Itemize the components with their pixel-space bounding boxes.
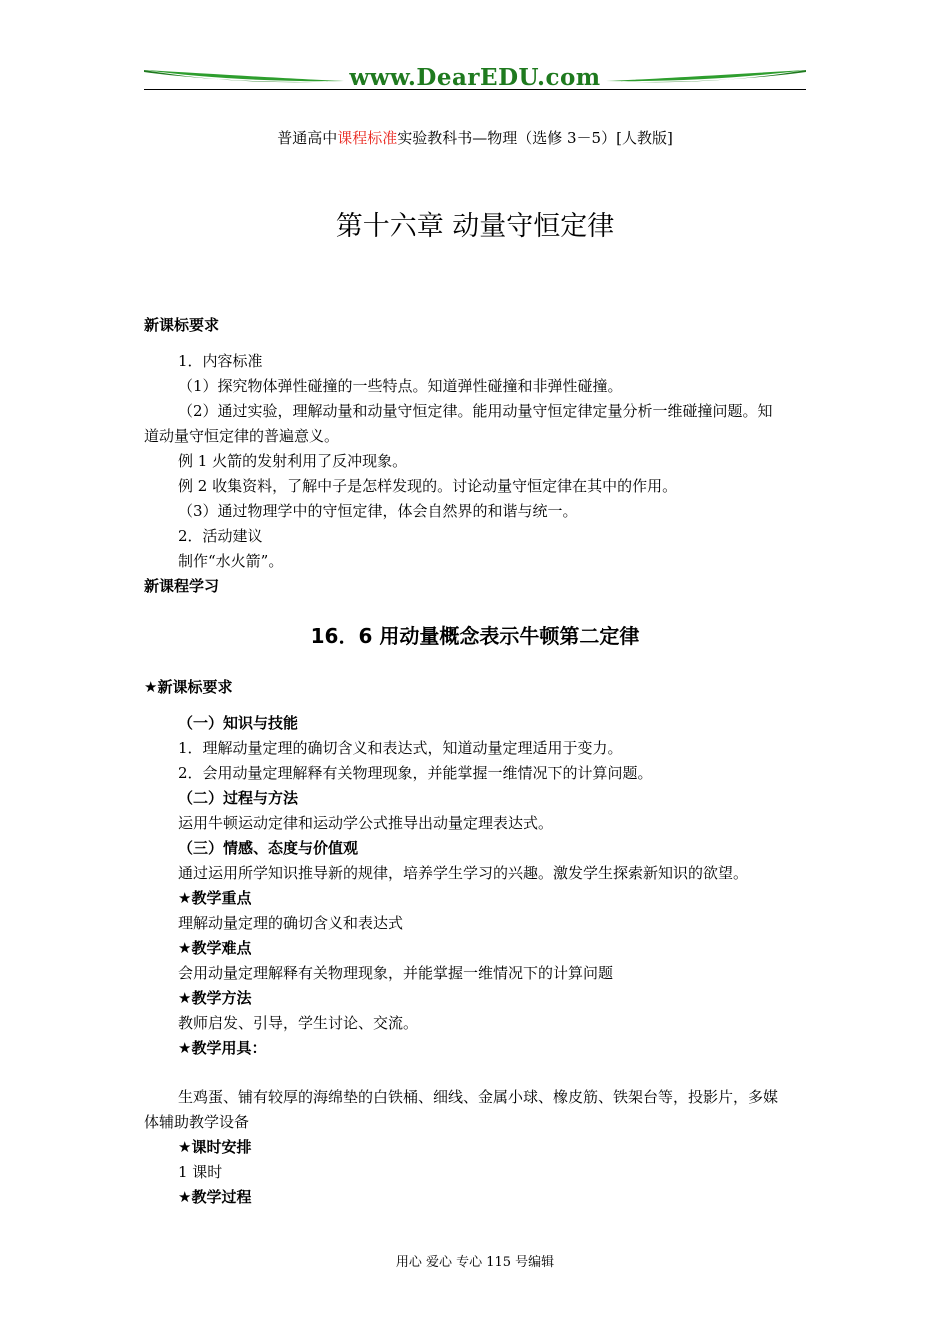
paragraph-line: 运用牛顿运动定律和运动学公式推导出动量定理表达式。 [178, 814, 554, 832]
chapter-title: 第十六章 动量守恒定律 [335, 211, 615, 242]
paragraph-line: （1）探究物体弹性碰撞的一些特点。知道弹性碰撞和非弹性碰撞。 [178, 377, 623, 395]
paragraph-line: 2．会用动量定理解释有关物理现象，并能掌握一维情况下的计算问题。 [178, 764, 653, 782]
paragraph-line: 制作“水火箭”。 [178, 552, 284, 570]
subheading: （三）情感、态度与价值观 [178, 839, 359, 857]
paragraph-line: 通过运用所学知识推导新的规律，培养学生学习的兴趣。激发学生探索新知识的欲望。 [178, 864, 749, 882]
paragraph-line: 1．内容标准 [178, 352, 263, 370]
requirements-heading: ★新课标要求 [144, 678, 233, 696]
paragraph-line: 例 2 收集资料，了解中子是怎样发现的。讨论动量守恒定律在其中的作用。 [178, 477, 678, 495]
subheading: （一）知识与技能 [178, 714, 299, 732]
subheading: ★教学难点 [178, 939, 252, 957]
subheading: ★教学重点 [178, 889, 252, 907]
paragraph-line: 1．理解动量定理的确切含义和表达式，知道动量定理适用于变力。 [178, 739, 623, 757]
lesson-title: 16．6 用动量概念表示牛顿第二定律 [310, 624, 640, 648]
subheading: ★课时安排 [178, 1138, 252, 1156]
header-rule [144, 89, 806, 90]
paragraph-line: 体辅助教学设备 [144, 1113, 250, 1131]
page-footer: 用心 爱心 专心 115 号编辑 [395, 1255, 555, 1270]
paragraph-line: （3）通过物理学中的守恒定律，体会自然界的和谐与统一。 [178, 502, 578, 520]
paragraph-line: 会用动量定理解释有关物理现象，并能掌握一维情况下的计算问题 [178, 964, 614, 982]
paragraph-line: 道动量守恒定律的普遍意义。 [144, 427, 340, 445]
site-logo: www.DearEDU.com [349, 64, 601, 91]
paragraph-line: 2．活动建议 [178, 527, 263, 545]
paragraph-line: 生鸡蛋、铺有较厚的海绵垫的白铁桶、细线、金属小球、橡皮筋、铁架台等，投影片，多媒 [178, 1088, 779, 1106]
book-subtitle: 普通高中课程标准实验教科书—物理（选修 3－5）[人教版] [277, 129, 673, 147]
paragraph-line: 1 课时 [178, 1163, 223, 1181]
paragraph-line: 例 1 火箭的发射利用了反冲现象。 [178, 452, 408, 470]
subheading: ★教学方法 [178, 989, 252, 1007]
subheading: （二）过程与方法 [178, 789, 299, 807]
paragraph-line: 理解动量定理的确切含义和表达式 [178, 914, 404, 932]
subheading: ★教学用具： [178, 1039, 267, 1057]
paragraph-line: （2）通过实验，理解动量和动量守恒定律。能用动量守恒定律定量分析一维碰撞问题。知 [178, 402, 773, 420]
section-heading: 新课标要求 [144, 316, 220, 334]
subheading: ★教学过程 [178, 1188, 252, 1206]
section-heading: 新课程学习 [144, 577, 220, 595]
paragraph-line: 教师启发、引导，学生讨论、交流。 [178, 1014, 419, 1032]
